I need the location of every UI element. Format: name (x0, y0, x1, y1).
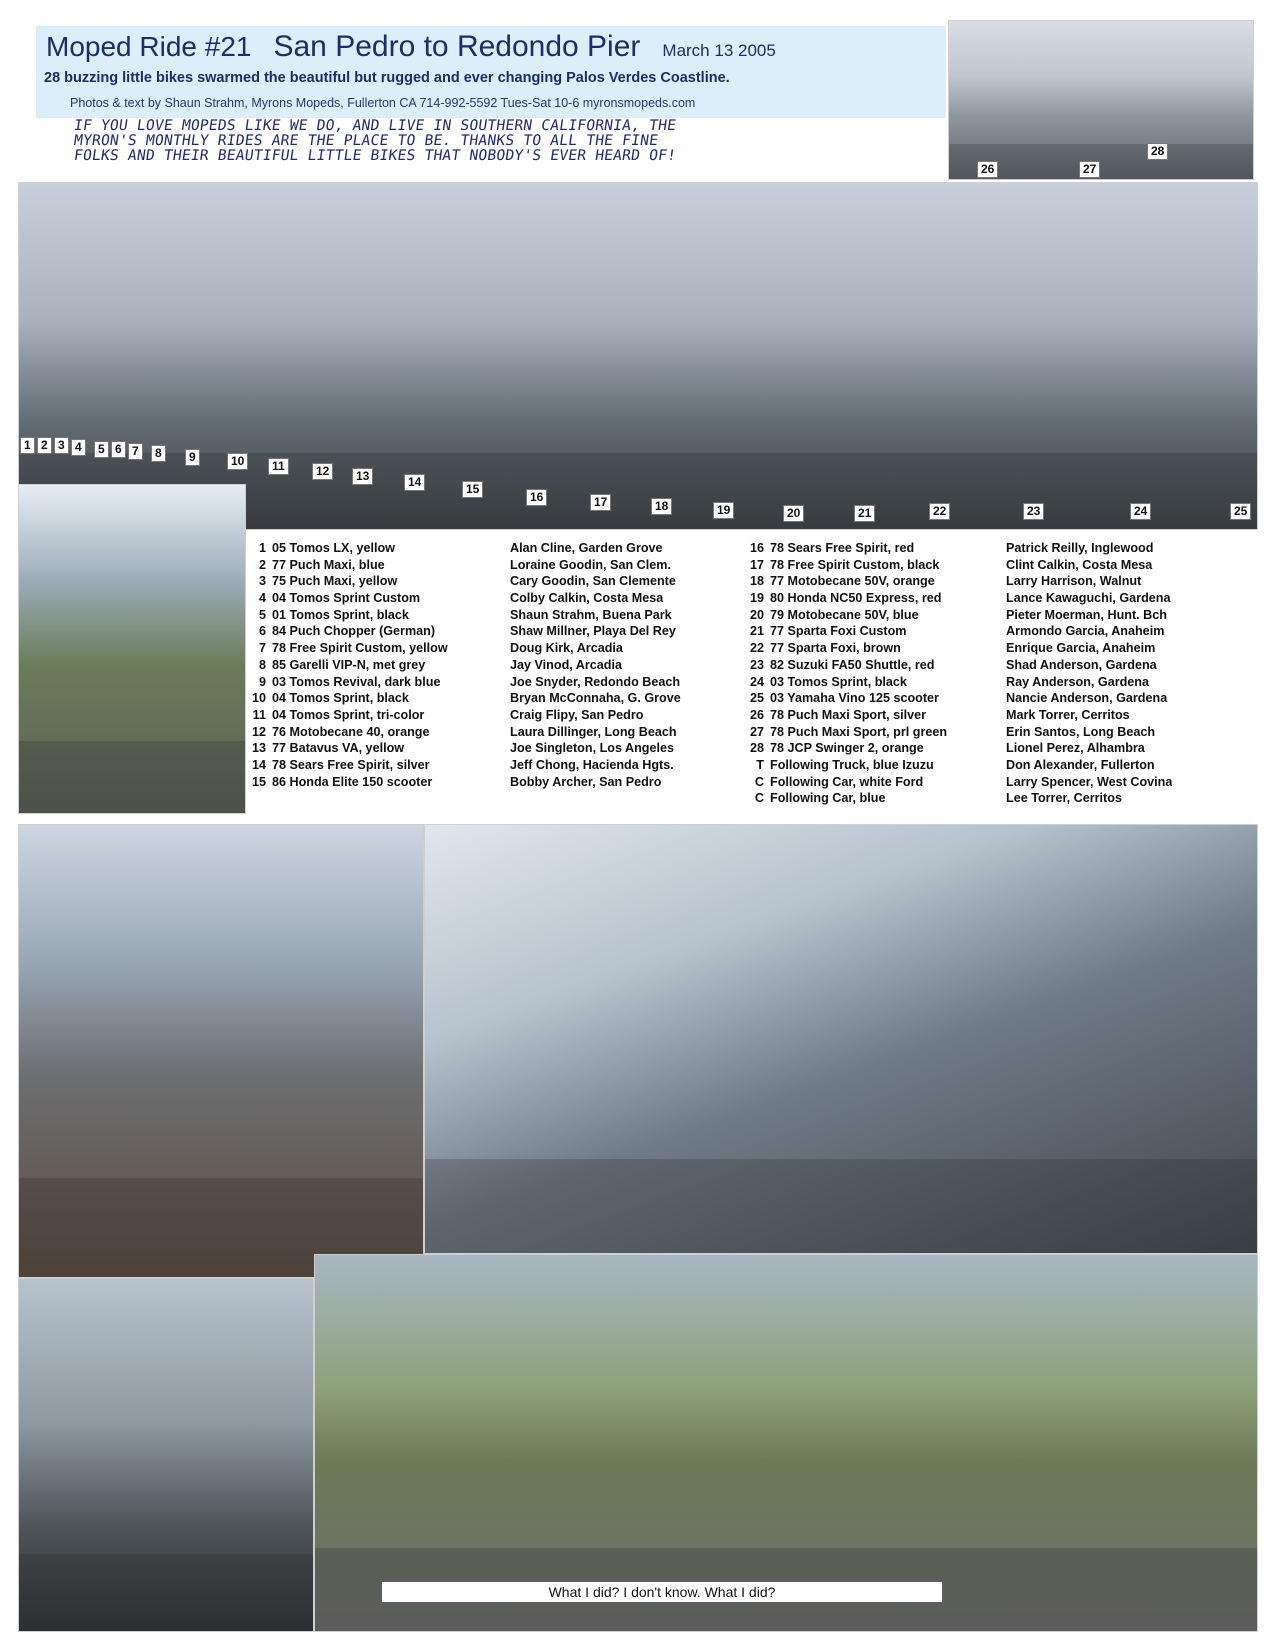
roster-rider: Clint Calkin, Costa Mesa (1006, 557, 1153, 572)
roster-rider: Erin Santos, Long Beach (1006, 724, 1156, 739)
roster-bike: 04 Tomos Sprint, black (272, 691, 409, 706)
roster-row (246, 740, 681, 757)
roster-rider: Doug Kirk, Arcadia (510, 641, 623, 656)
roster-bike: Following Car, blue (770, 791, 886, 806)
rider-tag: 3 (54, 437, 69, 454)
roster-bike: 03 Tomos Sprint, black (770, 674, 907, 689)
roster-rider: Bryan McConnaha, G. Grove (510, 691, 681, 706)
rider-tag: 20 (783, 505, 804, 522)
roster-row (744, 724, 1172, 741)
roster-row (246, 557, 681, 574)
roster-number: 16 (749, 541, 764, 555)
roster-number: 12 (251, 724, 266, 739)
roster-rider: Jay Vinod, Arcadia (510, 657, 622, 672)
roster-rider: Armondo Garcia, Anaheim (1006, 624, 1165, 639)
rider-tag: 25 (1230, 503, 1251, 520)
roster-bike: 80 Honda NC50 Express, red (770, 591, 942, 606)
rider-tag: 19 (713, 502, 734, 519)
roster-row (246, 774, 681, 791)
handwritten-note (74, 118, 934, 163)
roster-row (246, 573, 681, 590)
rider-tag: 22 (929, 503, 950, 520)
roster-bike: 78 Sears Free Spirit, red (770, 541, 915, 555)
roster-bike: 77 Sparta Foxi, brown (770, 641, 901, 656)
title-line (46, 30, 776, 70)
route-title: San Pedro to Redondo Pier (273, 30, 641, 63)
roster-row (246, 640, 681, 657)
roster-row (246, 540, 681, 557)
roster-rider: Larry Spencer, West Covina (1006, 774, 1173, 789)
roster-row (246, 690, 681, 707)
roster-bike: 77 Puch Maxi, blue (272, 557, 385, 572)
roster-bike: 04 Tomos Sprint, tri-color (272, 707, 425, 722)
roster-number: 26 (749, 707, 764, 722)
roster-number: 3 (258, 574, 266, 589)
photo-caption: What I did? I don't know. What I did? (382, 1582, 942, 1602)
roster-rider: Mark Torrer, Cerritos (1006, 707, 1130, 722)
photo-group-panorama (18, 182, 1258, 530)
roster-row (246, 757, 681, 774)
roster-rider: Nancie Anderson, Gardena (1006, 691, 1168, 706)
roster-rider: Shaw Millner, Playa Del Rey (510, 624, 676, 639)
roster-row (246, 674, 681, 691)
ride-date: March 13 2005 (662, 41, 776, 60)
roster-number: 18 (749, 574, 764, 589)
roster-number: 15 (251, 774, 266, 789)
rider-tag: 11 (268, 458, 289, 475)
roster-right (744, 540, 1172, 807)
roster-rider: Ray Anderson, Gardena (1006, 674, 1150, 689)
photo-rider-leaning (18, 484, 246, 814)
roster-number: 24 (749, 674, 764, 689)
rider-tag: 21 (854, 505, 875, 522)
roster-number: 11 (252, 707, 266, 722)
roster-row (744, 540, 1172, 557)
roster-bike: 76 Motobecane 40, orange (272, 724, 430, 739)
roster-rider: Laura Dillinger, Long Beach (510, 724, 677, 739)
roster-row (744, 757, 1172, 774)
roster-row (246, 623, 681, 640)
rider-tag: 4 (71, 439, 86, 456)
roster-number: 8 (258, 657, 266, 672)
rider-tag: 13 (352, 468, 373, 485)
roster-row (246, 607, 681, 624)
roster-row (744, 690, 1172, 707)
roster-bike: 03 Yamaha Vino 125 scooter (770, 691, 939, 706)
roster-rider: Enrique Garcia, Anaheim (1006, 641, 1156, 656)
rider-tag: 5 (94, 441, 109, 458)
roster-row (744, 674, 1172, 691)
roster-bike: 78 Free Spirit Custom, black (770, 557, 940, 572)
roster-number: 2 (258, 557, 266, 572)
roster-bike: 75 Puch Maxi, yellow (272, 574, 398, 589)
roster-number: C (754, 774, 764, 789)
roster-bike: 77 Motobecane 50V, orange (770, 574, 935, 589)
rider-tag: 6 (111, 441, 126, 458)
roster-number: 5 (258, 607, 266, 622)
rider-tag: 18 (651, 498, 672, 515)
rider-tag: 9 (185, 449, 200, 466)
handwritten-line: FOLKS AND THEIR BEAUTIFUL LITTLE BIKES THAT NOBODY'S EVER HEARD OF! (72, 147, 678, 164)
roster-bike: 78 Puch Maxi Sport, prl green (770, 724, 948, 739)
photo-group-street (424, 824, 1258, 1254)
roster-bike: 82 Suzuki FA50 Shuttle, red (770, 657, 935, 672)
roster-rider: Larry Harrison, Walnut (1006, 574, 1142, 589)
roster-rider: Joe Singleton, Los Angeles (510, 741, 674, 756)
roster-row (744, 557, 1172, 574)
rider-tag: 2 (37, 437, 52, 454)
roster-number: C (754, 791, 764, 806)
photo-shade (19, 741, 245, 813)
photo-rider-hillside-road (18, 824, 424, 1278)
roster-row (744, 640, 1172, 657)
roster-number: 6 (258, 624, 266, 639)
credits-line: Photos & text by Shaun Strahm, Myrons Mopeds, Fullerton CA 714-992-5592 Tues-Sat 10-6 myronsmopeds.com (70, 96, 696, 110)
rider-tag: 8 (151, 445, 166, 462)
roster-number: 22 (749, 641, 764, 656)
roster-left (246, 540, 681, 790)
rider-tag: 28 (1147, 143, 1168, 160)
roster-row (744, 573, 1172, 590)
roster-row (744, 774, 1172, 791)
roster-bike: 86 Honda Elite 150 scooter (272, 774, 433, 789)
page-title: Moped Ride #21 (46, 31, 252, 62)
roster-number: 19 (749, 591, 764, 606)
roster-row (246, 657, 681, 674)
roster-bike: 78 Puch Maxi Sport, silver (770, 707, 927, 722)
roster-number: 4 (258, 591, 266, 606)
roster-rider: Joe Snyder, Redondo Beach (510, 674, 681, 689)
roster-number: 14 (251, 757, 266, 772)
roster-bike: 77 Batavus VA, yellow (272, 741, 405, 756)
roster-rider: Alan Cline, Garden Grove (510, 541, 663, 555)
photo-rider-closeup (18, 1278, 314, 1632)
roster-rider: Don Alexander, Fullerton (1006, 757, 1155, 772)
handwritten-line: IF YOU LOVE MOPEDS LIKE WE DO, AND LIVE IN SOUTHERN CALIFORNIA, THE (72, 117, 678, 134)
photo-shade (425, 1159, 1257, 1253)
rider-tag: 27 (1079, 161, 1100, 178)
roster-number: 23 (749, 657, 764, 672)
roster-number: 9 (258, 674, 266, 689)
rider-tag: 26 (977, 161, 998, 178)
roster-row (744, 707, 1172, 724)
rider-tag: 12 (312, 463, 333, 480)
roster-rider: Shaun Strahm, Buena Park (510, 607, 672, 622)
photo-truck-bed-mopeds (314, 1254, 1258, 1632)
roster-number: T (756, 757, 764, 772)
roster-bike: 01 Tomos Sprint, black (272, 607, 409, 622)
roster-row (744, 590, 1172, 607)
roster-row (744, 607, 1172, 624)
roster-row (744, 740, 1172, 757)
rider-tag: 14 (404, 474, 425, 491)
rider-tag: 17 (590, 494, 611, 511)
roster-rider: Shad Anderson, Gardena (1006, 657, 1157, 672)
roster-bike: 77 Sparta Foxi Custom (770, 624, 907, 639)
roster-number: 10 (251, 691, 266, 706)
roster-rider: Bobby Archer, San Pedro (510, 774, 662, 789)
rider-tag: 15 (462, 481, 483, 498)
roster-number: 21 (749, 624, 764, 639)
roster-number: 1 (258, 541, 266, 555)
roster-bike: 78 Sears Free Spirit, silver (272, 757, 430, 772)
roster-rider: Cary Goodin, San Clemente (510, 574, 676, 589)
roster-row (246, 590, 681, 607)
rider-tag: 24 (1130, 503, 1151, 520)
subtitle: 28 buzzing little bikes swarmed the beautiful but rugged and ever changing Palos Verdes Coastline. (44, 70, 730, 86)
roster-rider: Lionel Perez, Alhambra (1006, 741, 1145, 756)
photo-riders-26-28 (948, 20, 1254, 180)
roster-bike: 79 Motobecane 50V, blue (770, 607, 919, 622)
roster-row (246, 724, 681, 741)
roster-bike: 03 Tomos Revival, dark blue (272, 674, 441, 689)
roster-row (246, 707, 681, 724)
roster-bike: 84 Puch Chopper (German) (272, 624, 436, 639)
roster-number: 17 (749, 557, 764, 572)
roster-bike: Following Car, white Ford (770, 774, 924, 789)
roster-bike: 78 Free Spirit Custom, yellow (272, 641, 448, 656)
roster-number: 7 (258, 641, 266, 656)
photo-shade (19, 1554, 313, 1631)
rider-tag: 23 (1023, 503, 1044, 520)
roster-bike: 85 Garelli VIP-N, met grey (272, 657, 426, 672)
roster-bike: 05 Tomos LX, yellow (272, 541, 395, 555)
roster-number: 28 (749, 741, 764, 756)
roster-rider: Jeff Chong, Hacienda Hgts. (510, 757, 674, 772)
roster-bike: 78 JCP Swinger 2, orange (770, 741, 924, 756)
roster-rider: Lance Kawaguchi, Gardena (1006, 591, 1171, 606)
roster-number: 13 (251, 741, 266, 756)
roster-number: 25 (749, 691, 764, 706)
roster-number: 20 (749, 607, 764, 622)
roster-bike: Following Truck, blue Izuzu (770, 757, 934, 772)
roster-row (744, 623, 1172, 640)
roster-rider: Lee Torrer, Cerritos (1006, 791, 1122, 806)
rider-tag: 10 (227, 453, 248, 470)
roster-rider: Craig Flipy, San Pedro (510, 707, 644, 722)
handwritten-line: MYRON'S MONTHLY RIDES ARE THE PLACE TO BE. THANKS TO ALL THE FINE (72, 132, 660, 149)
rider-tag: 1 (20, 437, 35, 454)
roster-rider: Pieter Moerman, Hunt. Bch (1006, 607, 1167, 622)
roster-number: 27 (749, 724, 764, 739)
rider-tag: 7 (128, 443, 143, 460)
roster-rider: Patrick Reilly, Inglewood (1006, 541, 1154, 555)
roster-row (744, 657, 1172, 674)
roster-rider: Colby Calkin, Costa Mesa (510, 591, 664, 606)
rider-tag: 16 (526, 489, 547, 506)
roster-row (744, 790, 1172, 807)
roster-rider: Loraine Goodin, San Clem. (510, 557, 671, 572)
roster-bike: 04 Tomos Sprint Custom (272, 591, 421, 606)
